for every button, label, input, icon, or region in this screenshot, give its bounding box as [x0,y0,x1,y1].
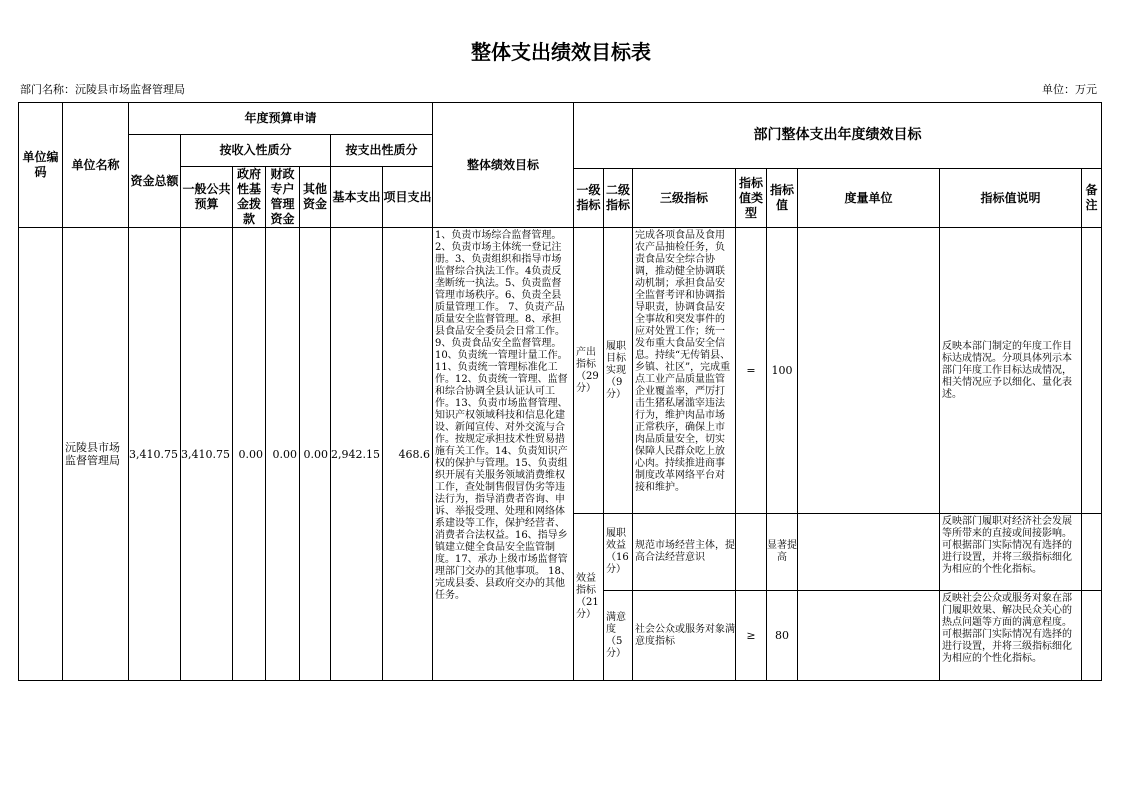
header-overall-goal: 整体绩效目标 [432,103,573,228]
cell-indicator-type: = [735,228,766,514]
cell-total-funds: 3,410.75 [129,228,181,681]
cell-indicator-desc: 反映本部门制定的年度工作目标达成情况。分项具体列示本部门年度工作目标达成情况，相关情况应予以细化、量化表述。 [939,228,1081,514]
header-basic-expense: 基本支出 [330,167,382,228]
cell-indicator-type: ≥ [735,591,766,681]
cell-level3: 完成各项食品及食用农产品抽检任务，负责食品安全综合协调，推动健全协调联动机制；承担食品安全监督考评和协调指导职责，协调食品安全事故和突发事件的应对处置工作；统一发布重大食品安全信息。持续“无传销县、乡镇、社区”，完成重点工业产品质量监管企业覆盖率，严厉打击生猪私屠滥宰违法行为，维护肉品市场正常秩序，确保上市肉品质量安全，切实保障人民群众吃上放心肉。持续推进商事制度改革网络平台对接和维护。 [632,228,735,514]
cell-measure-unit [797,514,939,591]
header-level1: 一级指标 [573,169,603,228]
cell-overall-goal: 1、负责市场综合监督管理。2、负责市场主体统一登记注册。3、负责组织和指导市场监督综合执法工作。4负责反垄断统一执法。5、负责监督管理市场秩序。6、负责全县质量管理工作。 7、负责产品质量安全监督管理。8、承担县食品安全委员会日常工作。9、负责食品安全监督管理。10、负责统一管理计量工作。11、负责统一管理标准化工作。12、负责统一管理、监督和综合协调全县认证认可工作。13、负责市场监督管理、知识产权领域科技和信息化建设、新闻宣传、对外交流与合作。按规定承担技术性贸易措施有关工作。14、负责知识产权的保护与管理。15、负责组织开展有关服务领域消费维权工作，查处制售假冒伪劣等违法行为，指导消费者咨询、申诉、举报受理、处理和网络体系建设等工作，保护经营者、消费者合法权益。16、指导乡镇建立健全食品安全监管制度。17、承办上级市场监督管理部门交办的其他事项。 18、完成县委、县政府交办的其他任务。 [432,228,573,681]
cell-indicator-value: 80 [766,591,797,681]
header-by-income: 按收入性质分 [180,135,330,167]
header-indicator-desc: 指标值说明 [939,169,1081,228]
cell-measure-unit [797,591,939,681]
cell-unit-code [19,228,63,681]
cell-remark [1081,228,1101,514]
cell-indicator-value: 100 [766,228,797,514]
cell-level3: 规范市场经营主体，提高合法经营意识 [632,514,735,591]
header-total-funds: 资金总额 [129,135,181,228]
cell-level2: 履职效益（16分） [603,514,632,591]
cell-special-fund: 0.00 [265,228,299,681]
cell-project-expense: 468.6 [382,228,432,681]
header-indicator-value: 指标值 [766,169,797,228]
header-dept-goals: 部门整体支出年度绩效目标 [573,103,1101,169]
currency-unit: 单位：万元 [1042,83,1097,96]
cell-general-budget: 3,410.75 [180,228,232,681]
cell-measure-unit [797,228,939,514]
cell-gov-fund: 0.00 [232,228,265,681]
cell-indicator-desc: 反映部门履职对经济社会发展等所带来的直接或间接影响。可根据部门实际情况有选择的进行设置，并将三级指标细化为相应的个性化指标。 [939,514,1081,591]
header-unit-code: 单位编码 [19,103,63,228]
cell-remark [1081,591,1101,681]
cell-level1: 产出指标（29分） [573,228,603,514]
cell-level2: 履职目标实现（9分） [603,228,632,514]
header-remark: 备注 [1081,169,1101,228]
performance-table [18,102,1102,681]
header-level2: 二级指标 [603,169,632,228]
cell-other-funds: 0.00 [299,228,330,681]
header-indicator-type: 指标值类型 [735,169,766,228]
cell-remark [1081,514,1101,591]
header-gov-fund: 政府性基金拨款 [232,167,265,228]
cell-level3: 社会公众或服务对象满意度指标 [632,591,735,681]
cell-indicator-type [735,514,766,591]
cell-indicator-value: 显著提高 [766,514,797,591]
header-unit-name: 单位名称 [63,103,129,228]
cell-basic-expense: 2,942.15 [330,228,382,681]
header-measure-unit: 度量单位 [797,169,939,228]
cell-level2: 满意度（5分） [603,591,632,681]
page-title: 整体支出绩效目标表 [471,40,651,64]
header-general-budget: 一般公共预算 [180,167,232,228]
header-level3: 三级指标 [632,169,735,228]
cell-indicator-desc: 反映社会公众或服务对象在部门履职效果、解决民众关心的热点问题等方面的满意程度。可根据部门实际情况有选择的进行设置，并将三级指标细化为相应的个性化指标。 [939,591,1081,681]
header-project-expense: 项目支出 [382,167,432,228]
cell-level1: 效益指标（21分） [573,514,603,681]
cell-unit-name: 沅陵县市场监督管理局 [63,228,129,681]
header-by-expense: 按支出性质分 [330,135,432,167]
header-special-fund: 财政专户管理资金 [265,167,299,228]
department-name: 部门名称：沅陵县市场监督管理局 [20,83,185,96]
header-annual-budget: 年度预算申请 [129,103,433,135]
header-other-funds: 其他资金 [299,167,330,228]
